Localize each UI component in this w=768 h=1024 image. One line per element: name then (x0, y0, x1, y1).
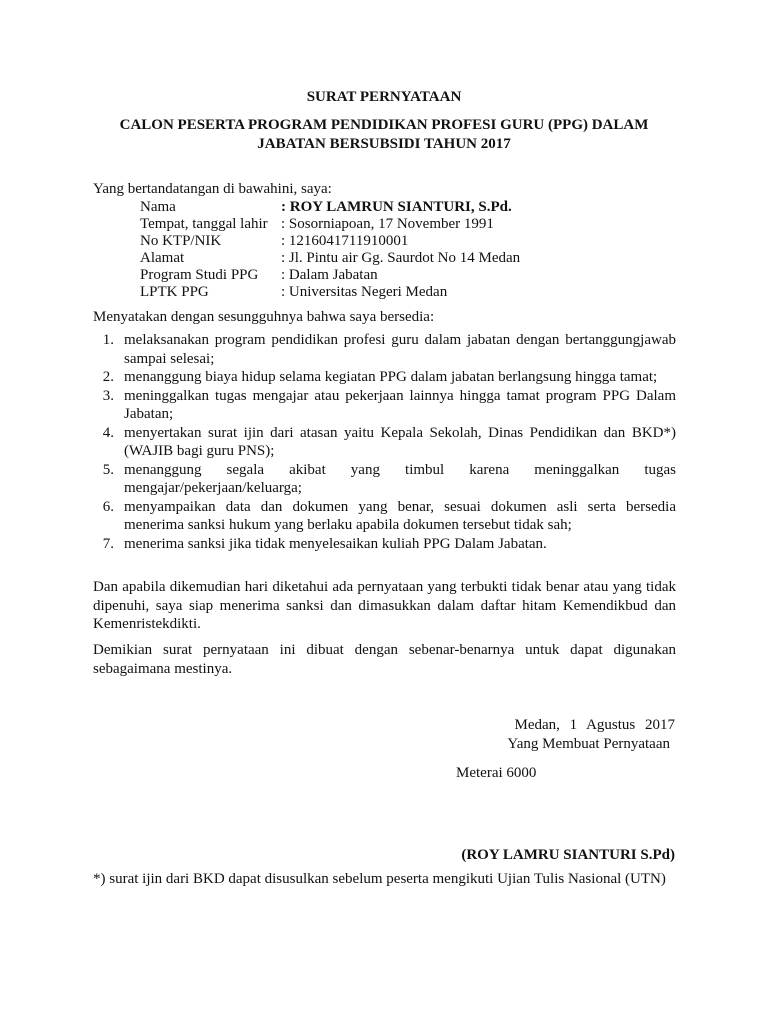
field-value: : 1216041711910001 (281, 233, 409, 249)
field-row-address (140, 249, 520, 266)
intro-text: Yang bertandatangan di bawahini, saya: (93, 181, 332, 197)
list-number: 3. (102, 387, 114, 404)
field-label: Nama (140, 199, 176, 215)
field-value: : Dalam Jabatan (281, 267, 378, 283)
lead-text: Menyatakan dengan sesungguhnya bahwa saya bersedia: (93, 309, 435, 325)
field-value: : ROY LAMRUN SIANTURI, S.Pd. (281, 199, 512, 215)
document-subtitle-line2: JABATAN BERSUBSIDI TAHUN 2017 (257, 136, 511, 152)
closing-paragraph-1: Dan apabila dikemudian hari diketahui ada pernyataan yang terbukti tidak benar atau yang tidak dipenuhi, saya siap menerima sanksi dan dimasukkan dalam daftar hitam Kemendikbud dan Kemenristekdikti. (93, 579, 676, 632)
field-label: Tempat, tanggal lahir (140, 216, 268, 232)
field-label: No KTP/NIK (140, 233, 222, 249)
place-date: Medan, 1 Agustus 2017 (514, 717, 675, 733)
signatory-role: Yang Membuat Pernyataan (507, 736, 670, 752)
list-number: 6. (102, 498, 114, 515)
footnote: *) surat ijin dari BKD dapat disusulkan sebelum peserta mengikuti Ujian Tulis Nasional (UTN) (93, 871, 666, 887)
field-value: : Sosorniapoan, 17 November 1991 (281, 216, 494, 232)
field-value: : Jl. Pintu air Gg. Saurdot No 14 Medan (281, 250, 521, 266)
document-title: SURAT PERNYATAAN (306, 89, 462, 105)
signatory-name: (ROY LAMRU SIANTURI S.Pd) (461, 847, 675, 863)
list-item (93, 331, 676, 368)
identity-fields (140, 198, 520, 300)
list-text: menyertakan surat ijin dari atasan yaitu Kepala Sekolah, Dinas Pendidikan dan BKD*) (WAJIB bagi guru PNS); (124, 424, 676, 459)
list-text: menerima sanksi jika tidak menyelesaikan kuliah PPG Dalam Jabatan. (124, 535, 547, 552)
list-item (93, 424, 676, 461)
field-row-name (140, 198, 520, 215)
list-number: 7. (102, 535, 114, 552)
document-subtitle-line1: CALON PESERTA PROGRAM PENDIDIKAN PROFESI GURU (PPG) DALAM (119, 117, 649, 133)
list-text: menanggung biaya hidup selama kegiatan PPG dalam jabatan berlangsung hingga tamat; (124, 369, 658, 385)
field-label: Alamat (140, 250, 185, 266)
list-number: 5. (102, 461, 114, 478)
list-text: menanggung segala akibat yang timbul karena meninggalkan tugas mengajar/pekerjaan/keluarga; (124, 461, 676, 496)
commitment-list (93, 331, 676, 553)
list-text: menyampaikan data dan dokumen yang benar, sesuai dokumen asli serta bersedia menerima sanksi hukum yang berlaku apabila dokumen tersebut tidak sah; (124, 498, 676, 533)
field-label: Program Studi PPG (140, 267, 259, 283)
list-number: 1. (102, 332, 114, 348)
field-value: : Universitas Negeri Medan (281, 284, 448, 300)
field-row-lptk (140, 283, 520, 300)
field-row-ktp (140, 232, 520, 249)
list-number: 4. (102, 424, 114, 441)
list-number: 2. (102, 369, 114, 385)
list-item (93, 498, 676, 535)
field-row-program (140, 266, 520, 283)
field-row-birth (140, 215, 520, 232)
field-label: LPTK PPG (140, 284, 209, 300)
list-item (93, 461, 676, 498)
stamp-label: Meterai 6000 (456, 765, 537, 781)
list-item (93, 387, 676, 424)
list-text: meninggalkan tugas mengajar atau pekerjaan lainnya hingga tamat program PPG Dalam Jabatan; (124, 387, 676, 422)
list-item (93, 368, 676, 387)
list-text: melaksanakan program pendidikan profesi guru dalam jabatan dengan bertanggungjawab sampai selesai; (124, 332, 676, 367)
list-item (93, 535, 676, 554)
closing-paragraph-2: Demikian surat pernyataan ini dibuat dengan sebenar-benarnya untuk dapat digunakan sebagaimana mestinya. (93, 642, 676, 677)
